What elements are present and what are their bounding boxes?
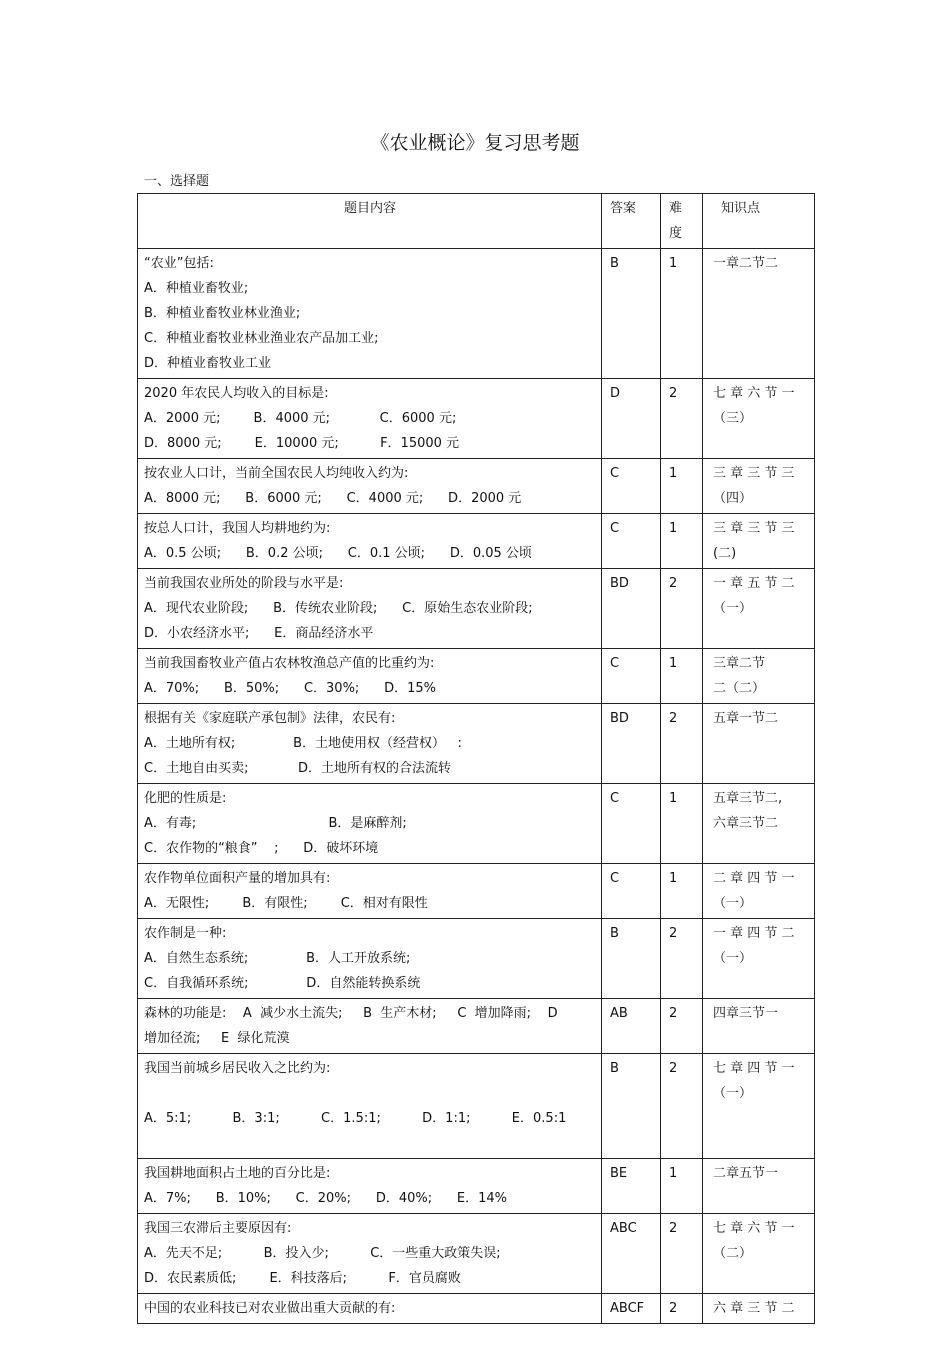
question-cell [138, 1054, 602, 1159]
header-knowledge: 知识点 [703, 194, 815, 249]
answer-cell: C [602, 514, 661, 569]
knowledge-cell: 二 章 四 节 一 （一） [703, 864, 815, 919]
header-question: 题目内容 [138, 194, 602, 249]
difficulty-cell: 2 [661, 379, 703, 459]
question-line: D．8000 元; E．10000 元; F．15000 元 [144, 436, 460, 451]
table-row [138, 919, 815, 999]
difficulty-cell: 1 [661, 784, 703, 864]
question-line: B．种植业畜牧业林业渔业; [144, 306, 301, 321]
knowledge-cell: 三章二节 二（二） [703, 649, 815, 704]
question-cell [138, 569, 602, 649]
difficulty-cell: 2 [661, 999, 703, 1054]
difficulty-cell: 1 [661, 1159, 703, 1214]
difficulty-cell: 2 [661, 569, 703, 649]
knowledge-cell: 三 章 三 节 三 (二) [703, 514, 815, 569]
question-line: 增加径流; E 绿化荒漠 [144, 1031, 290, 1046]
question-cell [138, 919, 602, 999]
question-cell [138, 1159, 602, 1214]
question-cell [138, 1214, 602, 1294]
difficulty-cell: 1 [661, 249, 703, 379]
answer-cell: C [602, 649, 661, 704]
question-line: A．有毒; B．是麻醉剂; [144, 816, 407, 831]
header-answer: 答案 [602, 194, 661, 249]
question-table [137, 193, 815, 1324]
answer-cell: C [602, 864, 661, 919]
question-cell [138, 459, 602, 514]
difficulty-cell: 1 [661, 649, 703, 704]
knowledge-cell: 一 章 五 节 二 （一） [703, 569, 815, 649]
table-row [138, 864, 815, 919]
answer-cell: B [602, 1054, 661, 1159]
table-row [138, 459, 815, 514]
question-line: C．土地自由买卖; D．土地所有权的合法流转 [144, 761, 452, 776]
answer-cell: BD [602, 569, 661, 649]
question-line: A．自然生态系统; B．人工开放系统; [144, 951, 411, 966]
table-row [138, 999, 815, 1054]
knowledge-cell: 四章三节一 [703, 999, 815, 1054]
table-header-row [138, 194, 815, 249]
difficulty-cell: 1 [661, 459, 703, 514]
knowledge-cell: 二章五节一 [703, 1159, 815, 1214]
question-line: 中国的农业科技已对农业做出重大贡献的有: [144, 1301, 396, 1316]
table-row [138, 1159, 815, 1214]
question-line: “农业”包括: [144, 256, 214, 271]
question-line: 化肥的性质是: [144, 791, 227, 806]
question-line: D．种植业畜牧业工业 [144, 356, 272, 371]
answer-cell: C [602, 784, 661, 864]
question-line: 按农业人口计，当前全国农民人均纯收入约为: [144, 466, 409, 481]
difficulty-cell: 2 [661, 704, 703, 784]
question-line: 我国三农滞后主要原因有: [144, 1221, 292, 1236]
question-line: D．小农经济水平; E．商品经济水平 [144, 626, 374, 641]
knowledge-cell: 七 章 六 节 一 （二） [703, 1214, 815, 1294]
question-line: 我国当前城乡居民收入之比约为: [144, 1061, 331, 1076]
question-cell [138, 1294, 602, 1324]
question-line: C．种植业畜牧业林业渔业农产品加工业; [144, 331, 379, 346]
knowledge-cell: 五章一节二 [703, 704, 815, 784]
question-line: A．先天不足; B．投入少; C．一些重大政策失误; [144, 1246, 501, 1261]
answer-cell: ABCF [602, 1294, 661, 1324]
difficulty-cell: 2 [661, 1294, 703, 1324]
knowledge-cell: 七 章 六 节 一 （三） [703, 379, 815, 459]
question-line [144, 1081, 596, 1106]
question-line: 农作物单位面积产量的增加具有: [144, 871, 331, 886]
question-line: A．土地所有权; B．土地使用权（经营权） : [144, 736, 462, 751]
table-row [138, 514, 815, 569]
table-body [138, 249, 815, 1324]
question-line: A．5:1; B．3:1; C．1.5:1; D．1:1; E．0.5:1 [144, 1111, 567, 1126]
difficulty-cell: 2 [661, 919, 703, 999]
knowledge-cell: 七 章 四 节 一 （一） [703, 1054, 815, 1159]
question-line: 按总人口计，我国人均耕地约为: [144, 521, 331, 536]
question-line: A．0.5 公顷; B．0.2 公顷; C．0.1 公顷; D．0.05 公顷 [144, 546, 532, 561]
table-row [138, 1054, 815, 1159]
answer-cell: D [602, 379, 661, 459]
difficulty-cell: 2 [661, 1214, 703, 1294]
knowledge-cell: 三 章 三 节 三 （四） [703, 459, 815, 514]
question-line: 当前我国畜牧业产值占农林牧渔总产值的比重约为: [144, 656, 435, 671]
difficulty-cell: 1 [661, 514, 703, 569]
table-row [138, 1214, 815, 1294]
answer-cell: BD [602, 704, 661, 784]
question-cell [138, 514, 602, 569]
question-line: A．现代农业阶段; B．传统农业阶段; C．原始生态农业阶段; [144, 601, 533, 616]
table-row [138, 379, 815, 459]
question-cell [138, 784, 602, 864]
table-row [138, 1294, 815, 1324]
table-row [138, 249, 815, 379]
answer-cell: BE [602, 1159, 661, 1214]
header-difficulty: 难 度 [661, 194, 703, 249]
answer-cell: B [602, 249, 661, 379]
question-line: A．70%; B．50%; C．30%; D．15% [144, 681, 436, 696]
table-row [138, 784, 815, 864]
question-cell [138, 379, 602, 459]
question-line: A．种植业畜牧业; [144, 281, 249, 296]
answer-cell: AB [602, 999, 661, 1054]
question-line: D．农民素质低; E．科技落后; F．官员腐败 [144, 1271, 461, 1286]
question-cell [138, 704, 602, 784]
question-line: 我国耕地面积占土地的百分比是: [144, 1166, 331, 1181]
question-line: C．自我循环系统; D．自然能转换系统 [144, 976, 421, 991]
question-line: 农作制是一种: [144, 926, 227, 941]
question-line [144, 1131, 596, 1156]
knowledge-cell: 六 章 三 节 二 [703, 1294, 815, 1324]
question-line: 当前我国农业所处的阶段与水平是: [144, 576, 344, 591]
question-line: 2020 年农民人均收入的目标是: [144, 386, 329, 401]
question-line: A．7%; B．10%; C．20%; D．40%; E．14% [144, 1191, 508, 1206]
question-line: A．2000 元; B．4000 元; C．6000 元; [144, 411, 457, 426]
table-row [138, 569, 815, 649]
section-heading: 一、选择题 [144, 174, 210, 189]
question-line: 森林的功能是: A 减少水土流失; B 生产木材; C 增加降雨; D [144, 1006, 558, 1021]
question-line: C．农作物的“粮食” ; D．破坏环境 [144, 841, 379, 856]
question-cell [138, 864, 602, 919]
question-line: A．8000 元; B．6000 元; C．4000 元; D．2000 元 [144, 491, 522, 506]
page-title: 《农业概论》复习思考题 [370, 132, 580, 154]
question-cell [138, 999, 602, 1054]
difficulty-cell: 2 [661, 1054, 703, 1159]
question-line: 根据有关《家庭联产承包制》法律，农民有: [144, 711, 396, 726]
knowledge-cell: 一 章 四 节 二 （一） [703, 919, 815, 999]
difficulty-cell: 1 [661, 864, 703, 919]
question-line: A．无限性; B．有限性; C．相对有限性 [144, 896, 428, 911]
table-row [138, 704, 815, 784]
knowledge-cell: 一章二节二 [703, 249, 815, 379]
answer-cell: B [602, 919, 661, 999]
table-row [138, 649, 815, 704]
knowledge-cell: 五章三节二, 六章三节二 [703, 784, 815, 864]
answer-cell: C [602, 459, 661, 514]
question-cell [138, 249, 602, 379]
question-cell [138, 649, 602, 704]
answer-cell: ABC [602, 1214, 661, 1294]
